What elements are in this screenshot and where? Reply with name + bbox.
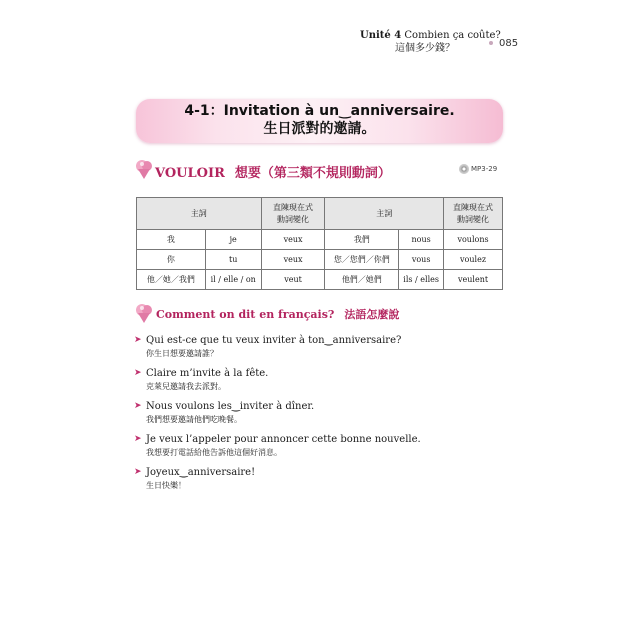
running-header [360, 30, 510, 55]
subject-zh: 你 [137, 250, 206, 270]
verb-form: veulent [444, 270, 503, 290]
verb-form: veux [261, 250, 325, 270]
arrow-bullet-icon: ➤ [134, 368, 142, 378]
sentence-fr: Je veux l’appeler pour annoncer cette bonne nouvelle. [146, 434, 421, 445]
verb-form: voulons [444, 230, 503, 250]
sentence-zh: 克萊兒邀請我去派對。 [146, 382, 226, 391]
header-conjugation-2: 直陳現在式 動詞變化 [444, 198, 503, 230]
subject-fr: tu [205, 250, 261, 270]
lesson-title-zh: 生日派對的邀請。 [263, 121, 376, 137]
conjugation-table [136, 197, 503, 290]
sentence-zh: 我們想要邀請他們吃晚餐。 [146, 415, 242, 424]
verb-meaning: 想要（第三類不規則動詞） [234, 166, 391, 181]
subject-zh: 我 [137, 230, 206, 250]
sentence-fr: Claire m’invite à la fête. [146, 368, 269, 379]
heart-bullet-icon [136, 158, 152, 180]
table-header-row [137, 198, 503, 230]
sentence-zh: 我想要打電話給他告訴他這個好消息。 [146, 448, 282, 457]
phrases-heading [156, 306, 399, 322]
list-item [134, 466, 514, 492]
verb-name: VOULOIR [155, 166, 225, 181]
sentence-zh: 你生日想要邀請誰？ [146, 349, 218, 358]
sentence-fr: Joyeux‿anniversaire! [146, 467, 256, 478]
table-row [137, 270, 503, 290]
lesson-title-banner [136, 99, 503, 143]
verb-form: veut [261, 270, 325, 290]
list-item [134, 367, 514, 393]
header-conjugation-1: 直陳現在式 動詞變化 [261, 198, 325, 230]
unit-title: Combien ça coûte? [404, 30, 501, 41]
subject-fr: vous [399, 250, 444, 270]
arrow-bullet-icon: ➤ [134, 335, 142, 345]
example-sentences [134, 334, 514, 499]
arrow-bullet-icon: ➤ [134, 434, 142, 444]
subject-zh: 我們 [325, 230, 399, 250]
verb-heading [155, 162, 391, 181]
verb-form: veux [261, 230, 325, 250]
unit-label: Unité 4 [360, 30, 402, 41]
list-item [134, 433, 514, 459]
subject-fr: ils / elles [399, 270, 444, 290]
list-item [134, 400, 514, 426]
heart-bullet-icon [136, 302, 152, 324]
audio-track-label: MP3-29 [471, 165, 498, 173]
subject-fr: nous [399, 230, 444, 250]
sentence-fr: Qui est-ce que tu veux inviter à ton‿anniversaire? [146, 335, 402, 346]
unit-subtitle: 這個多少錢？ [395, 43, 455, 54]
subject-zh: 他／她／我們 [137, 270, 206, 290]
subject-zh: 他們／她們 [325, 270, 399, 290]
subject-fr: il / elle / on [205, 270, 261, 290]
header-subject-1: 主詞 [137, 198, 262, 230]
arrow-bullet-icon: ➤ [134, 467, 142, 477]
phrases-heading-zh: 法語怎麼說 [344, 308, 400, 321]
sentence-zh: 生日快樂！ [146, 481, 186, 490]
subject-zh: 您／您們／你們 [325, 250, 399, 270]
page-dot-icon [489, 41, 493, 45]
table-row [137, 250, 503, 270]
page-number: 085 [499, 38, 519, 49]
table-row [137, 230, 503, 250]
cd-icon [459, 164, 469, 174]
verb-form: voulez [444, 250, 503, 270]
audio-track[interactable] [459, 164, 497, 174]
phrases-heading-fr: Comment on dit en français? [156, 308, 335, 321]
page-number-wrap [489, 38, 518, 49]
arrow-bullet-icon: ➤ [134, 401, 142, 411]
header-subject-2: 主詞 [325, 198, 444, 230]
list-item [134, 334, 514, 360]
lesson-title-fr: 4-1：Invitation à un‿anniversaire. [184, 103, 455, 119]
subject-fr: je [205, 230, 261, 250]
sentence-fr: Nous voulons les‿inviter à dîner. [146, 401, 315, 412]
